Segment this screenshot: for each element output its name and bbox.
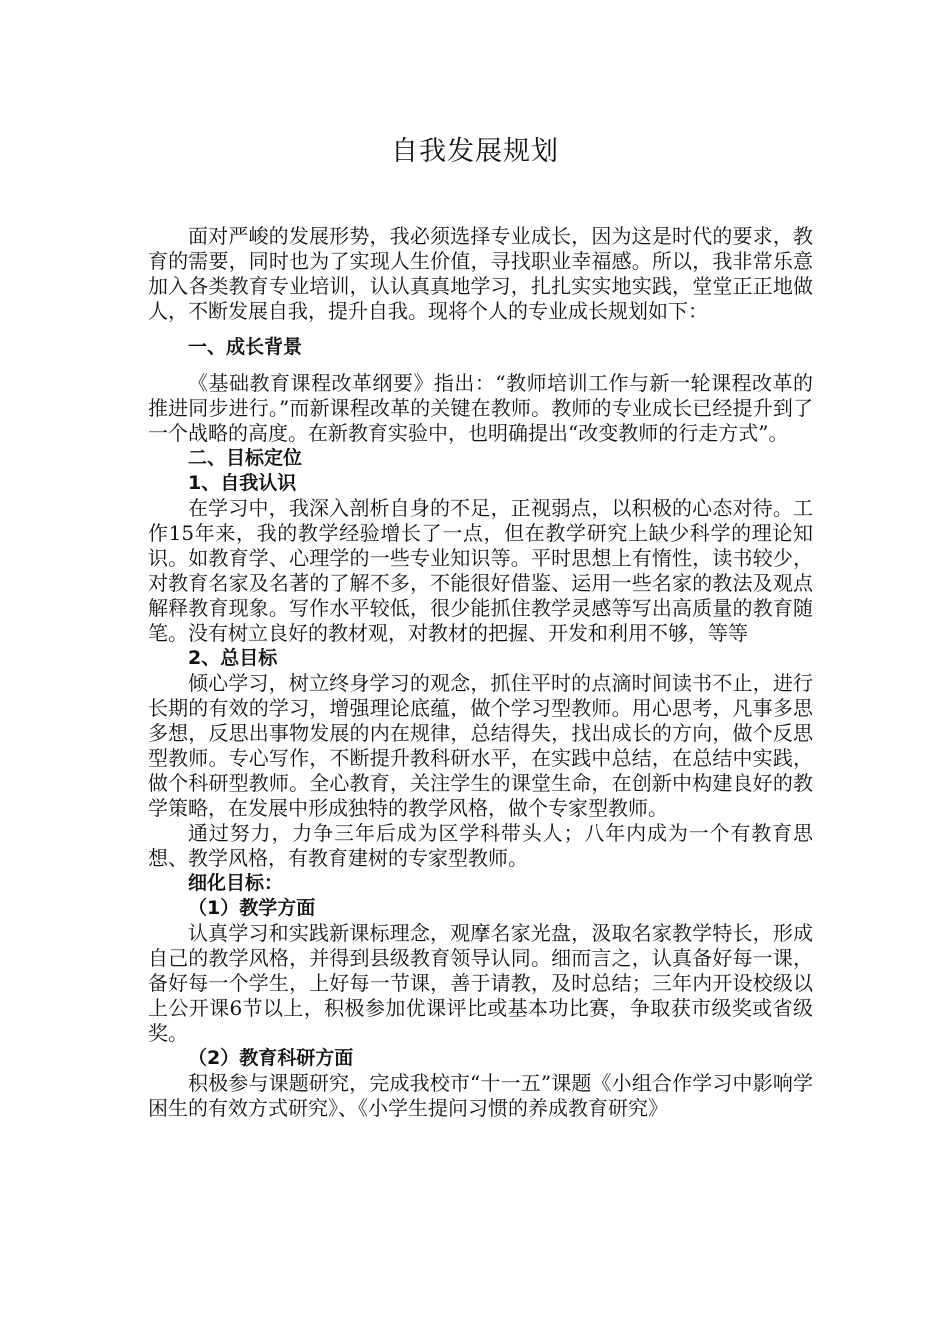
document-body	[148, 224, 813, 1121]
section-heading-goals: 二、目标定位	[188, 447, 303, 469]
section-heading-background: 一、成长背景	[188, 336, 303, 358]
background-paragraph: 《基础教育课程改革纲要》指出：“教师培训工作与新一轮课程改革的推进同步进行。”而新课程改革的关键在教师。教师的专业成长已经提升到了一个战略的高度。在新教育实验中，也明确提出“改变教师的行走方式”。	[148, 371, 813, 445]
intro-paragraph: 面对严峻的发展形势，我必须选择专业成长，因为这是时代的要求，教育的需要，同时也为了实现人生价值，寻找职业幸福感。所以，我非常乐意加入各类教育专业培训，认认真真地学习，扎扎实实地实践，堂堂正正地做人，不断发展自我，提升自我。现将个人的专业成长规划如下：	[148, 224, 813, 323]
subheading-teaching: （1）教学方面	[188, 897, 316, 919]
subheading-research: （2）教育科研方面	[188, 1047, 354, 1069]
overall-goal-paragraph: 倾心学习，树立终身学习的观念，抓住平时的点滴时间读书不止，进行长期的有效的学习，增强理论底蕴，做个学习型教师。用心思考，凡事多思多想，反思出事物发展的内在规律，总结得失，找出成长的方向，做个反思型教师。专心写作，不断提升教科研水平，在实践中总结，在总结中实践，做个科研型教师。全心教育，关注学生的课堂生命，在创新中构建良好的教学策略，在发展中形成独特的教学风格，做个专家型教师。	[148, 671, 813, 820]
research-paragraph: 积极参与课题研究，完成我校市“十一五”课题《小组合作学习中影响学困生的有效方式研究》、《小学生提问习惯的养成教育研究》	[148, 1071, 813, 1120]
document-title: 自我发展规划	[391, 136, 559, 167]
subheading-self-awareness: 1、自我认识	[188, 472, 297, 494]
teaching-paragraph: 认真学习和实践新课标理念，观摩名家光盘，汲取名家教学特长，形成自己的教学风格，并得到县级教育领导认同。细而言之，认真备好每一课，备好每一个学生，上好每一节课，善于请教，及时总结；三年内开设校级以上公开课6节以上，积极参加优课评比或基本功比赛，争取获市级奖或省级奖。	[148, 921, 813, 1045]
subheading-detailed-goals: 细化目标：	[188, 872, 284, 894]
overall-goal-paragraph-2: 通过努力，力争三年后成为区学科带头人；八年内成为一个有教育思想、教学风格，有教育建树的专家型教师。	[148, 821, 813, 870]
self-awareness-paragraph: 在学习中，我深入剖析自身的不足，正视弱点，以积极的心态对待。工作15年来，我的教学经验增长了一点，但在教学研究上缺少科学的理论知识。如教育学、心理学的一些专业知识等。平时思想上有惰性，读书较少，对教育名家及名著的了解不多，不能很好借鉴、运用一些名家的教法及观点解释教育现象。写作水平较低，很少能抓住教学灵感等写出高质量的教育随笔。没有树立良好的教材观，对教材的把握、开发和利用不够，等等	[148, 496, 813, 645]
subheading-overall-goal: 2、总目标	[188, 647, 278, 669]
